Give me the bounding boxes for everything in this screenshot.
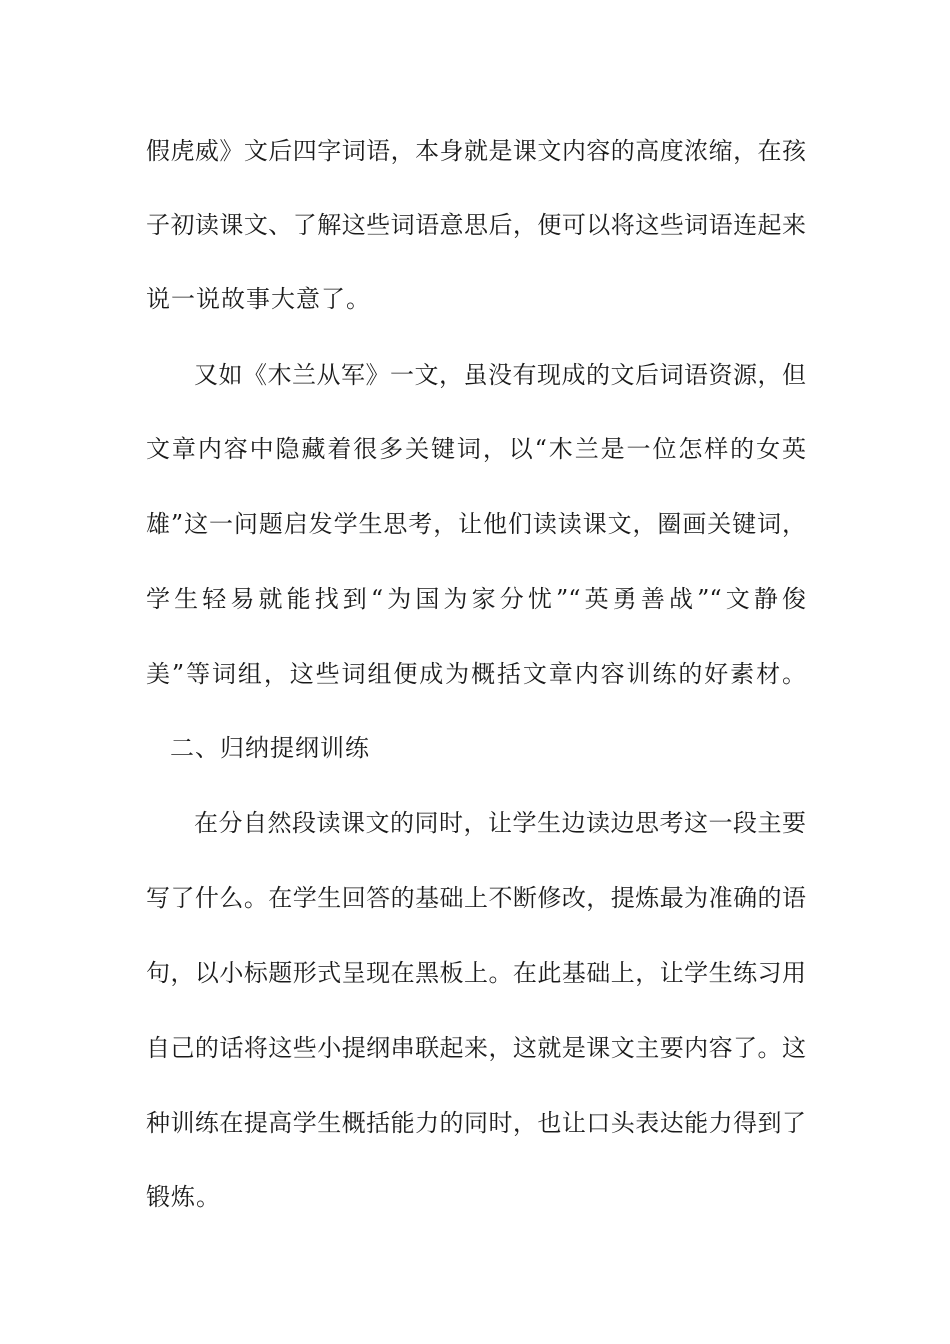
paragraph-2-line-3: 雄”这一问题启发学生思考，让他们读读课文，圈画关键词，	[146, 510, 806, 538]
paragraph-2-line-4: 学生轻易就能找到“为国为家分忧”“英勇善战”“文静俊	[146, 585, 806, 613]
paragraph-1-line-2: 子初读课文、了解这些词语意思后，便可以将这些词语连起来	[146, 211, 806, 239]
paragraph-3-line-5: 种训练在提高学生概括能力的同时，也让口头表达能力得到了	[146, 1109, 806, 1137]
paragraph-3-line-3: 句，以小标题形式呈现在黑板上。在此基础上，让学生练习用	[146, 959, 806, 987]
paragraph-3-line-6: 锻炼。	[146, 1183, 221, 1211]
paragraph-3-line-1: 在分自然段读课文的同时，让学生边读边思考这一段主要	[194, 809, 806, 837]
paragraph-3-line-4: 自己的话将这些小提纲串联起来，这就是课文主要内容了。这	[146, 1034, 806, 1062]
paragraph-3-line-2: 写了什么。在学生回答的基础上不断修改，提炼最为准确的语	[146, 884, 806, 912]
paragraph-1-line-1: 假虎威》文后四字词语，本身就是课文内容的高度浓缩，在孩	[146, 137, 806, 165]
paragraph-2-line-2: 文章内容中隐藏着很多关键词，以“木兰是一位怎样的女英	[146, 435, 806, 463]
paragraph-2-line-1: 又如《木兰从军》一文，虽没有现成的文后词语资源，但	[194, 361, 806, 389]
paragraph-2-line-5: 美”等词组，这些词组便成为概括文章内容训练的好素材。	[146, 660, 806, 688]
section-heading: 二、归纳提纲训练	[170, 734, 370, 762]
paragraph-1-line-3: 说一说故事大意了。	[146, 285, 371, 313]
